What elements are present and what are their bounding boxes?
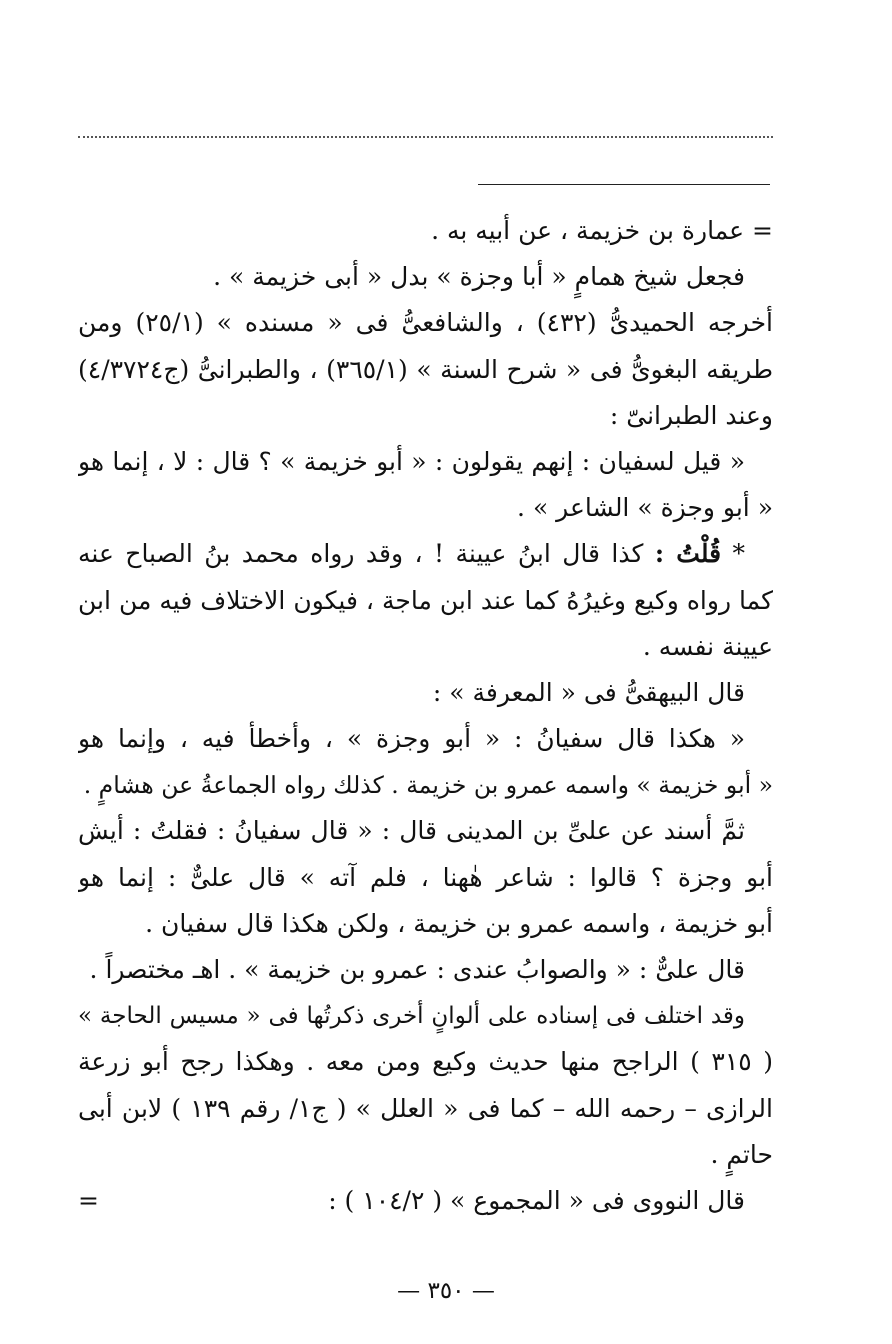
text-line: أخرجه الحميدىُّ (٤٣٢) ، والشافعىُّ فى « مسنده » (٢٥/١) ومن: [78, 308, 773, 338]
text-line: كما رواه وكيع وغيرُهُ كما عند ابن ماجة ، فيكون الاختلاف فيه من ابن: [78, 585, 773, 615]
footnote-text-block: [78, 208, 773, 1224]
footnote-separator-rule: [478, 184, 770, 185]
text-line: فجعل شيخ همامٍ « أبا وجزة » بدل « أبى خزيمة » .: [213, 262, 745, 292]
text-line: « أبو خزيمة » واسمه عمرو بن خزيمة . كذلك رواه الجماعةُ عن هشامٍ .: [83, 771, 773, 800]
text-line: ثمَّ أسند عن علىِّ بن المدينى قال : « قال سفيانُ : فقلتُ : أيش: [78, 816, 745, 846]
text-line: وعند الطبرانىّ :: [609, 400, 773, 430]
asterisk-marker: *: [732, 539, 746, 569]
text-line: كذا قال ابنُ عيينة ! ، وقد رواه محمد بنُ الصباح عنه: [78, 539, 644, 569]
text-line: قال البيهقىُّ فى « المعرفة » :: [432, 677, 745, 707]
text-line: قال النووى فى « المجموع » ( ١٠٤/٢ ) :: [328, 1185, 745, 1215]
continuation-mark: =: [78, 1185, 99, 1215]
qultu-line: [78, 531, 773, 577]
text-line: « قيل لسفيان : إنهم يقولون : « أبو خزيمة » ؟ قال : لا ، إنما هو: [78, 446, 745, 476]
text-line: طريقه البغوىُّ فى « شرح السنة » (٣٦٥/١) ، والطبرانىُّ (ج٤/٣٧٢٤): [78, 354, 773, 384]
text-line: « أبو وجزة » الشاعر » .: [517, 493, 773, 523]
text-line: عيينة نفسه .: [642, 631, 773, 661]
text-line: ( ٣١٥ ) الراجح منها حديث وكيع ومن معه . وهكذا رجح أبو زرعة: [78, 1047, 773, 1077]
text-line: الرازى – رحمه الله – كما فى « العلل » ( ج١/ رقم ١٣٩ ) لابن أبى: [78, 1093, 773, 1123]
text-line: حاتمٍ .: [710, 1139, 773, 1169]
text-line: وقد اختلف فى إسناده على ألوانٍ أخرى ذكرتُها فى « مسيس الحاجة »: [78, 1003, 745, 1030]
page-number: — ٣٥٠ —: [397, 1278, 495, 1304]
text-line: = عمارة بن خزيمة ، عن أبيه به .: [431, 216, 773, 245]
text-line: أبو وجزة ؟ قالوا : شاعر هٰهنا ، فلم آته » قال علىٌّ : إنما هو: [78, 862, 773, 892]
qultu-label: قُلْتُ :: [654, 539, 722, 569]
text-line: قال علىٌّ : « والصوابُ عندى : عمرو بن خزيمة » . اهـ مختصراً .: [89, 955, 745, 984]
text-line: أبو خزيمة ، واسمه عمرو بن خزيمة ، ولكن هكذا قال سفيان .: [145, 908, 773, 938]
text-line: « هكذا قال سفيانُ : « أبو وجزة » ، وأخطأ فيه ، وإنما هو: [78, 724, 745, 754]
dotted-header-rule: [78, 136, 773, 138]
last-line: [78, 1178, 773, 1224]
